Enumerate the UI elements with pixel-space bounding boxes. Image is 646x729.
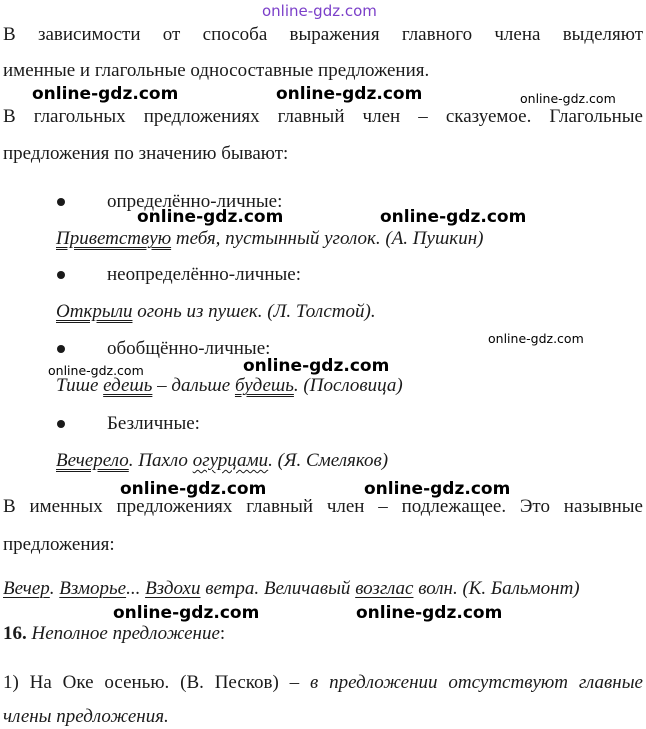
predicate: Вечерело: [56, 450, 129, 471]
example-indefinite-personal: Открыли огонь из пушек. (Л. Толстой).: [56, 301, 376, 322]
paragraph-1-line-1: В зависимости от способа выражения главного члена выделяют: [3, 24, 643, 45]
type-label-indefinite-personal: неопределённо-личные:: [107, 264, 301, 285]
subject: Вздохи: [145, 578, 201, 599]
watermark: online-gdz.com: [356, 603, 503, 623]
nominal-line-1: В именных предложениях главный член – подлежащее. Это назывные: [3, 496, 643, 517]
section-16-item-1-line-1: 1) На Оке осенью. (В. Песков) – в предложении отсутствуют главные: [3, 672, 643, 693]
watermark: online-gdz.com: [113, 603, 260, 623]
watermark-top: online-gdz.com: [262, 2, 377, 20]
example-definite-personal: Приветствую тебя, пустынный уголок. (А. Пушкин): [56, 228, 484, 249]
watermark: online-gdz.com: [120, 479, 267, 499]
type-label-generalized-personal: обобщённо-личные:: [107, 338, 271, 359]
subject: Вечер: [3, 578, 50, 599]
example-generalized-personal: Тише едешь – дальше будешь. (Пословица): [56, 375, 403, 396]
object: огурцами: [192, 450, 269, 471]
watermark: online-gdz.com: [364, 479, 511, 499]
watermark: online-gdz.com: [380, 207, 527, 227]
predicate: будешь: [234, 375, 294, 396]
watermark: online-gdz.com: [32, 84, 179, 104]
watermark: online-gdz.com: [243, 356, 390, 376]
type-label-impersonal: Безличные:: [107, 413, 200, 434]
predicate: Открыли: [56, 301, 133, 322]
watermark: online-gdz.com: [276, 84, 423, 104]
watermark-small: online-gdz.com: [488, 331, 584, 346]
watermark-small: online-gdz.com: [520, 91, 616, 106]
type-label-definite-personal: определённо-личные:: [107, 191, 283, 212]
section-title: Неполное предложение: [26, 623, 220, 644]
subject: возглас: [355, 578, 414, 599]
section-16-heading: 16. Неполное предложение:: [3, 623, 226, 644]
watermark: online-gdz.com: [137, 207, 284, 227]
bullet-icon: [57, 345, 65, 353]
bullet-icon: [57, 271, 65, 279]
watermark-small: online-gdz.com: [48, 363, 144, 378]
bullet-icon: [57, 198, 65, 206]
paragraph-2-line-2: предложения по значению бывают:: [3, 143, 289, 164]
paragraph-2-line-1: В глагольных предложениях главный член – сказуемое. Глагольные: [3, 106, 643, 127]
bullet-icon: [57, 420, 65, 428]
section-16-item-1-line-2: члены предложения.: [3, 706, 169, 727]
predicate: Приветствую: [56, 228, 172, 249]
paragraph-1-line-2: именные и глагольные односоставные предложения.: [3, 60, 430, 81]
nominal-line-2: предложения:: [3, 534, 115, 555]
predicate: едешь: [103, 375, 153, 396]
example-impersonal: Вечерело. Пахло огурцами. (Я. Смеляков): [56, 450, 389, 471]
subject: Взморье: [59, 578, 127, 599]
example-nominal: Вечер. Взморье... Вздохи ветра. Величавый возглас волн. (К. Бальмонт): [3, 578, 580, 599]
section-number: 16.: [3, 623, 27, 644]
